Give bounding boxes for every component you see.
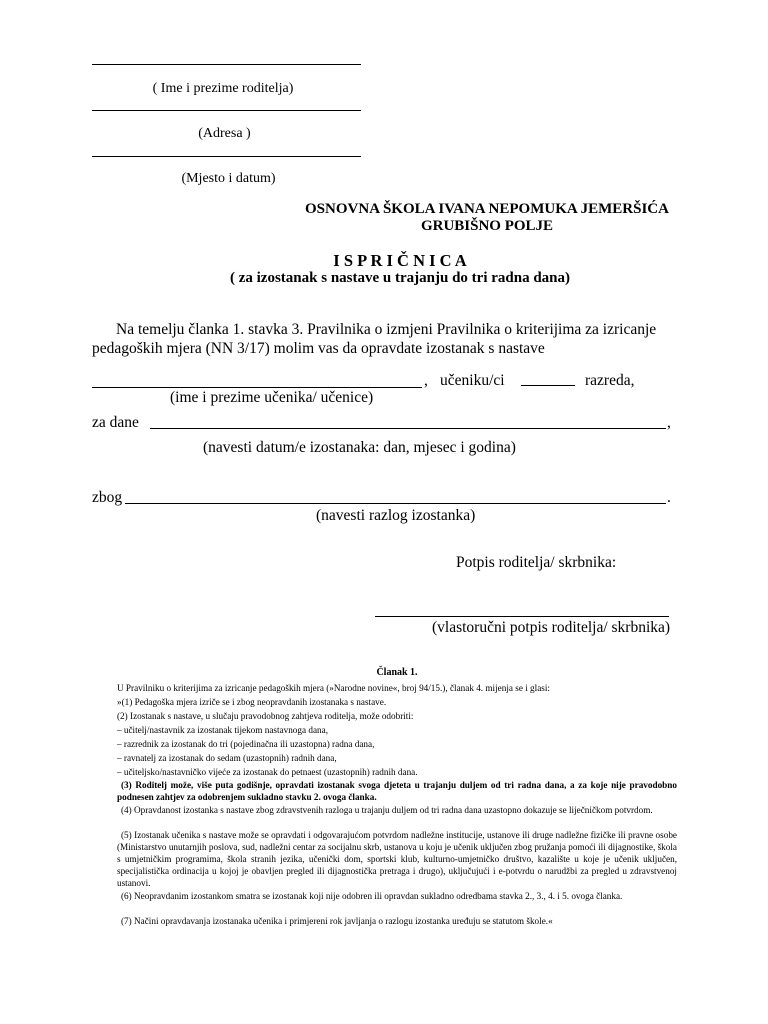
article-para-7: (7) Načini opravdavanja izostanaka učenika i primjereni rok javljanja o razlogu izostanka uređuju se statutom škole.« xyxy=(121,916,553,926)
article-bullet-2: – razrednik za izostanak do tri (pojedinačna ili uzastopna) radna dana, xyxy=(117,739,375,749)
class-line[interactable] xyxy=(521,385,575,386)
article-para-4: (4) Opravdanost izostanka s nastave zbog zdravstvenih razloga u trajanju duljem od tri radna dana uzastopno dokazuje se liječničkom potvrdom. xyxy=(121,805,653,815)
days-label: za dane xyxy=(92,414,139,431)
article-bullet-1: – učitelj/nastavnik za izostanak tijekom nastavnoga dana, xyxy=(117,725,328,735)
place-date-line[interactable] xyxy=(92,156,361,157)
address-line[interactable] xyxy=(92,110,361,111)
article-para-3: (2) Izostanak s nastave, u slučaju pravodobnog zahtjeva roditelja, može odobriti: xyxy=(117,711,414,721)
days-comma: , xyxy=(667,414,671,431)
days-caption: (navesti datum/e izostanaka: dan, mjesec i godina) xyxy=(203,439,516,456)
student-comma: , xyxy=(424,372,428,389)
article-bullet-3: – ravnatelj za izostanak do sedam (uzastopnih) radnih dana, xyxy=(117,753,337,763)
parent-name-line[interactable] xyxy=(92,64,361,65)
address-caption: (Adresa ) xyxy=(198,126,251,141)
student-label: učeniku/ci xyxy=(440,372,505,389)
reason-period: . xyxy=(667,489,671,506)
student-name-line[interactable] xyxy=(92,387,422,388)
signature-line[interactable] xyxy=(375,616,669,617)
article-para-5: (5) Izostanak učenika s nastave može se opravdati i odgovarajućom potvrdom nadležne institucije, ustanove ili druge nadležne fizičke ili pravne osobe (Ministarstvo unutarnjih poslova, sud, nadležni centar za socijalnu skrb, ustanova u koju je učenik uključen zbog pružanja pomoći ili dijagnostike, škola s umjetničkim programima, škola stranih jezika, učenički dom, sportski klub, kulturno-umjetničko društvo, kazalište u koje je učenik uključen, specijalistička ordinacija u kojoj je obavljen pregled ili dijagnostička pretraga i drugo), uključujući i e-potvrdu o narudžbi za pregled u zdravstvenoj ustanovi. xyxy=(117,830,677,888)
document-title: I S P R I Č N I C A xyxy=(333,251,467,270)
article-para-3-bold: (3) Roditelj može, više puta godišnje, opravdati izostanak svoga djeteta u trajanju duljem od tri radna dana, a za koje nije pravodobno podnesen zahtjev za odobrenjem sukladno stavku 2. ovoga članka. xyxy=(117,780,677,802)
reason-label: zbog xyxy=(92,489,123,506)
school-name: OSNOVNA ŠKOLA IVANA NEPOMUKA JEMERŠIĆA xyxy=(305,201,669,217)
class-label: razreda, xyxy=(585,372,635,389)
school-town: GRUBIŠNO POLJE xyxy=(420,218,554,234)
student-caption: (ime i prezime učenika/ učenice) xyxy=(170,389,374,406)
reason-line[interactable] xyxy=(125,503,666,504)
intro-line-2: pedagoških mjera (NN 3/17) molim vas da opravdate izostanak s nastave xyxy=(92,340,545,357)
article-bullet-4: – učiteljsko/nastavničko vijeće za izostanak do petnaest (uzastopnih) radnih dana. xyxy=(117,767,418,777)
article-title: Članak 1. xyxy=(376,667,418,678)
document-subtitle: ( za izostanak s nastave u trajanju do tri radna dana) xyxy=(229,270,571,286)
intro-line-1: Na temelju članka 1. stavka 3. Pravilnika o izmjeni Pravilnika o kriterijima za izricanje xyxy=(116,321,657,338)
article-para-2: »(1) Pedagoška mjera izriče se i zbog neopravdanih izostanaka s nastave. xyxy=(117,697,387,707)
signature-label: Potpis roditelja/ skrbnika: xyxy=(456,554,617,571)
parent-name-caption: ( Ime i prezime roditelja) xyxy=(152,81,294,96)
signature-caption: (vlastoručni potpis roditelja/ skrbnika) xyxy=(432,619,671,636)
place-date-caption: (Mjesto i datum) xyxy=(181,171,276,186)
article-para-6: (6) Neopravdanim izostankom smatra se izostanak koji nije odobren ili opravdan sukladno odredbama stavka 2., 3., 4. i 5. ovoga članka. xyxy=(121,891,623,901)
days-line[interactable] xyxy=(150,428,666,429)
reason-caption: (navesti razlog izostanka) xyxy=(316,507,476,524)
article-para-1: U Pravilniku o kriterijima za izricanje pedagoških mjera (»Narodne novine«, broj 94/15.), članak 4. mijenja se i glasi: xyxy=(117,683,550,693)
